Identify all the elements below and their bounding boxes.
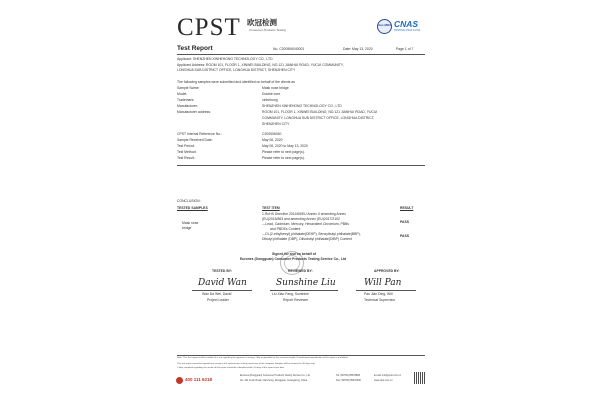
phone-icon [176,377,183,384]
cpst-logo: CPST [177,14,241,41]
test-report-document [168,8,432,394]
tested-sample-name-line1: Mask nose [182,221,199,225]
manufacturer-label: Manufacturer: [177,104,198,108]
signature-will-pan: Will Pan [364,278,402,288]
signature-david-wan: David Wan [198,278,247,288]
tested-sample-name-line2: bridge [182,226,192,230]
footer-tel: Tel: (86769) 85678888 [336,374,360,377]
applicant-address-line2: LONGHUA SUB DISTRICT OFFICE, LONGHUA DISTRICT, SHENZHEN CITY [177,68,296,72]
result-header: RESULT [400,206,414,210]
sample-name-label: Sample Name: [177,86,200,90]
result-pass-rohs: PASS [400,220,409,224]
footer-note-3: 1. Any complaint regarding the results of this report should be submitted within 15 days of the report issue date. [177,367,285,369]
test-method-label: Test Method: [177,150,197,154]
cnas-subtitle: TESTING CNAS L2764 [394,29,421,32]
signature-line-2 [270,290,338,291]
signed-for-text: Signed for and on behalf of [272,252,316,256]
manufacturer-address-label: Manufacturer address: [177,110,211,114]
logo-tagline: Consumer Products Testing [249,28,286,32]
test-method-value: Please refer to next page(s). [262,150,305,154]
sample-name-value: Mask nose bridge [262,86,289,90]
trademark-label: Trademark: [177,98,195,102]
manufacturer-address-cont1: COMMUNITY, LONGHUA SUB DISTRICT OFFICE, LONGHUA DISTRICT, [262,116,375,120]
cnas-logo: CNAS [394,19,419,29]
sample-intro: The following samples were submitted and identified on behalf of the clients as [177,80,295,84]
page-title: Test Report [177,45,213,52]
test-item-line1: 1.RoHS Directive 2011/65/EU Annex II amending Annex [262,212,346,216]
received-date-value: May 06, 2020 [262,138,283,142]
conclusion-title: CONCLUSION : [177,199,202,203]
footer-website: www.cpst.com.cn [374,379,393,382]
test-result-value: Please refer to next page(s). [262,156,305,160]
internal-ref-label: CPST Internal Reference No.: [177,132,222,136]
test-item-line6: Dibutyl phthalate (DBP), Diisobutyl phthalate(DIBP) Content [262,237,352,241]
footer-note-2: This test report cannot be reproduced, except in full, without prior written permission of the company. Samples will be retained for 30 days only. [177,363,316,365]
test-item-line3: ---Lead, Cadmium, Mercury, Hexavalent Chromium, PBBs [262,222,349,226]
applicant-address-line1: Applicant Address: ROOM 101, FLOOR 1, XINWEI BUILDING, NO.121 JIANHUI ROAD, YUCUI COMMUNITY, [177,63,344,67]
page-indicator: Page 1 of 7 [396,47,414,51]
approved-by-label: APPROVED BY: [374,269,400,273]
model-value: Double core [262,92,281,96]
tester-role: Project Leader [207,298,230,302]
footer-note-1: Note: This Test report shall be invalid if it is not signed by the approver or testing. Only responsible for the received sample. Unauthorized reproduction of this report is prohibited. [177,357,349,359]
reviewer-role: Report Reviewer [283,298,309,302]
test-item-line2: (EU)2015/863 and amending Annex (EU)2017/2102 [262,217,340,221]
model-label: Model: [177,92,188,96]
title-divider [177,54,425,55]
manufacturer-address-cont2: SHENZHEN CITY [262,122,290,126]
tested-by-label: TESTED BY: [212,269,232,273]
manufacturer-value: SHENZHEN XINHEHONG TECHNOLOGY CO., LTD [262,104,342,108]
footer-email: E-mail: info@cpst.com.cn [374,374,402,377]
report-number: No. C200506040001 [273,47,305,51]
test-period-label: Test Period: [177,144,195,148]
hotline-number: 400 111 6218 [185,377,213,382]
tested-samples-header: TESTED SAMPLES [177,206,208,210]
manufacturer-address-value: ROOM 101, FLOOR 1, XINWEI BUILDING, NO.121 JIANHUI ROAD, YUCUI [262,110,378,114]
test-result-label: Test Result: [177,156,195,160]
section-divider [177,165,425,166]
result-pass-phthalate: PASS [400,234,409,238]
signature-line-3 [356,290,416,291]
qr-code-icon [414,372,426,384]
footer-divider [177,355,425,356]
internal-ref-value: C200506040 [262,132,282,136]
test-item-line4: and PBDEs Content [270,227,301,231]
footer-fax: Fax: (86769) 85676000 [336,379,361,382]
tester-name: Wan Da Wei, David [202,292,232,296]
footer-address: No. 101 Fuxin Road, Nancheng, Dongguan, Guangdong, China [240,379,308,382]
footer-company: Eurones (Dongguan) Consumer Products Testing Service Co., Ltd [240,374,310,377]
ilac-mra-label: ilac-MRA [378,23,392,27]
received-date-label: Sample Received Date: [177,138,213,142]
signature-sunshine-liu: Sunshine Liu [276,278,336,288]
signature-line-1 [192,290,252,291]
test-period-value: May 06, 2020 to May 13, 2020 [262,144,308,148]
applicant-line: Applicant: SHENZHEN XINHEHONG TECHNOLOGY CO., LTD [177,57,273,61]
test-item-line5: ---Di-(2-ethylhexyl) phthalate(DEHP), Benzylbutyl phthalate(BBP), [262,232,361,236]
approver-role: Technical Supervisor [364,298,396,302]
report-date: Date: May 13, 2020 [343,47,373,51]
reviewer-name: Liu Xiao Fang, Sunshine [272,292,309,296]
logo-chinese-text: 欧冠检测 [247,18,277,27]
reviewed-by-label: REVIEWED BY: [288,269,313,273]
test-item-header: TEST ITEM [262,206,280,210]
approver-name: Pan Jian Ding, Will [364,292,393,296]
signing-company: Eurones (Dongguan) Consumer Products Testing Service Co., Ltd [240,257,347,261]
trademark-value: xinhehong [262,98,278,102]
